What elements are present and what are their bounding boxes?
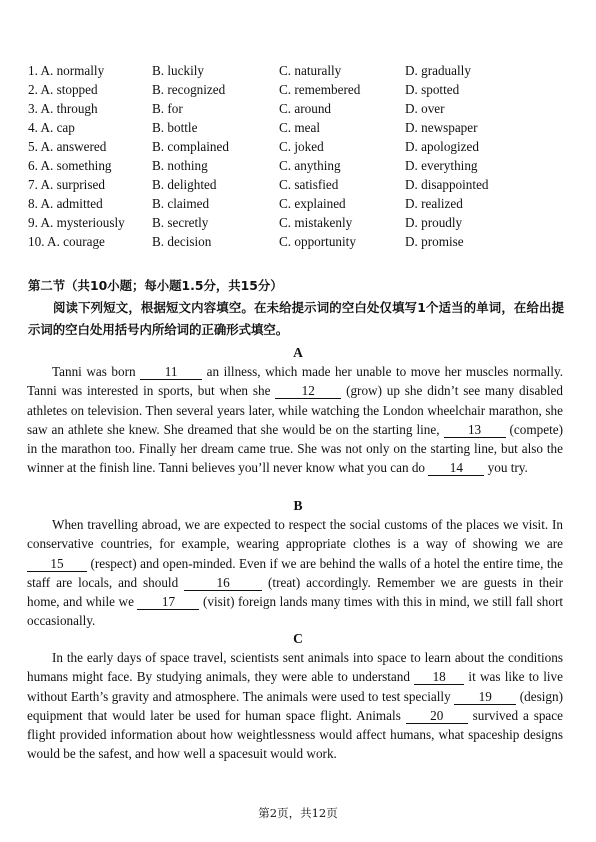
option-b: B. decision — [152, 234, 212, 249]
option-c: C. around — [279, 101, 332, 116]
option-row — [28, 156, 558, 175]
option-row — [28, 80, 558, 99]
option-a: 1. A. normally — [28, 63, 105, 78]
option-b: B. delighted — [152, 177, 217, 192]
blank-17[interactable]: 17 — [137, 594, 199, 610]
option-d: D. spotted — [405, 82, 460, 97]
passage-text: it was like to live without Earth’s gravity and atmosphere. The animals were used to test specially — [27, 669, 563, 704]
section-heading: 第二节（共10小题；每小题1.5分，共15分） — [28, 278, 283, 293]
passage-text: In the early days of space travel, scientists sent animals into space to learn about the conditions humans might face. By studying animals, they were able to understand — [27, 650, 563, 685]
option-c: C. naturally — [279, 63, 342, 78]
passage-text: (compete) in the marathon too. Finally her dream came true. She was not only on the starting line, but also the winner at the finish line. Tanni believes you’ll never know what you can do — [27, 421, 563, 476]
page-footer: 第2页，共12页 — [258, 806, 338, 820]
passage-b — [27, 515, 563, 631]
passage-text: (design) equipment that would later be used for human space flight. Animals — [27, 688, 563, 723]
option-b: B. bottle — [152, 120, 198, 135]
answer-options-table — [28, 61, 558, 251]
passage-text: survived a space flight provided information about how weightlessness would affect humans, what spaceship designs would be the safest, and how well a spacesuit would work. — [27, 707, 563, 762]
blank-11[interactable]: 11 — [140, 364, 202, 380]
option-d: D. over — [405, 101, 445, 116]
option-c: C. satisfied — [279, 177, 339, 192]
option-a: 7. A. surprised — [28, 177, 105, 192]
passage-text: (treat) accordingly. Remember we are guests in their home, and while we — [27, 574, 563, 610]
passage-text: (respect) and open-minded. Even if we are behind the walls of a hotel the entire time, the staff are locals, and should — [27, 555, 563, 590]
option-b: B. recognized — [152, 82, 226, 97]
option-d: D. promise — [405, 234, 464, 249]
option-a: 4. A. cap — [28, 120, 75, 135]
passage-b-label: B — [293, 498, 303, 513]
option-d: D. gradually — [405, 63, 471, 78]
option-d: D. proudly — [405, 215, 463, 230]
option-d: D. disappointed — [405, 177, 489, 192]
option-a: 8. A. admitted — [28, 196, 103, 211]
passage-text: (grow) up she didn’t see many disabled athletes on television. Then several years later, while watching the London wheelchair marathon, she saw an athlete she knew. She dreamed that she would be on the starting line, — [27, 383, 564, 437]
option-row — [28, 175, 558, 194]
option-a: 10. A. courage — [28, 234, 105, 249]
option-row — [28, 137, 558, 156]
passage-c — [27, 648, 563, 764]
option-b: B. complained — [152, 139, 229, 154]
passage-c-label: C — [293, 631, 303, 646]
option-a: 9. A. mysteriously — [28, 215, 125, 230]
option-c: C. joked — [279, 139, 324, 154]
option-d: D. newspaper — [405, 120, 478, 135]
blank-15[interactable]: 15 — [27, 556, 87, 572]
passage-a-label: A — [293, 345, 303, 360]
option-row — [28, 194, 558, 213]
option-c: C. opportunity — [279, 234, 356, 249]
option-a: 6. A. something — [28, 158, 112, 173]
option-row — [28, 232, 558, 251]
passage-text: (visit) foreign lands many times with this in mind, we still fall short occasionally. — [27, 594, 564, 629]
blank-14[interactable]: 14 — [428, 460, 484, 476]
option-b: B. luckily — [152, 63, 205, 78]
option-c: C. mistakenly — [279, 215, 353, 230]
passage-text: Tanni was born — [52, 364, 141, 379]
option-c: C. anything — [279, 158, 341, 173]
option-c: C. explained — [279, 196, 346, 211]
option-d: D. apologized — [405, 139, 479, 154]
blank-19[interactable]: 19 — [454, 689, 516, 705]
option-c: C. remembered — [279, 82, 361, 97]
option-b: B. nothing — [152, 158, 208, 173]
option-row — [28, 99, 558, 118]
option-b: B. for — [152, 101, 183, 116]
option-a: 5. A. answered — [28, 139, 107, 154]
blank-16[interactable]: 16 — [184, 575, 262, 591]
passage-text: an illness, which made her unable to move her muscles normally. Tanni was interested in sports, but when she — [27, 364, 563, 399]
passage-a — [27, 362, 563, 478]
option-a: 2. A. stopped — [28, 82, 98, 97]
blank-18[interactable]: 18 — [414, 669, 464, 685]
option-c: C. meal — [279, 120, 321, 135]
option-a: 3. A. through — [28, 101, 98, 116]
blank-20[interactable]: 20 — [406, 708, 468, 724]
option-d: D. realized — [405, 196, 463, 211]
blank-12[interactable]: 12 — [275, 383, 341, 399]
option-row — [28, 213, 558, 232]
option-row — [28, 61, 558, 80]
blank-13[interactable]: 13 — [444, 422, 506, 438]
option-b: B. claimed — [152, 196, 210, 211]
section-instruction: 阅读下列短文，根据短文内容填空。在未给提示词的空白处仅填写1个适当的单词，在给出提示词的空白处用括号内所给词的正确形式填空。 — [28, 300, 564, 337]
option-d: D. everything — [405, 158, 478, 173]
option-b: B. secretly — [152, 215, 209, 230]
passage-text: When travelling abroad, we are expected to respect the social customs of the places we visit. In conservative countries, for example, wearing appropriate clothes is a way of showing we are — [27, 517, 563, 552]
option-row — [28, 118, 558, 137]
passage-text: you try. — [484, 460, 528, 476]
